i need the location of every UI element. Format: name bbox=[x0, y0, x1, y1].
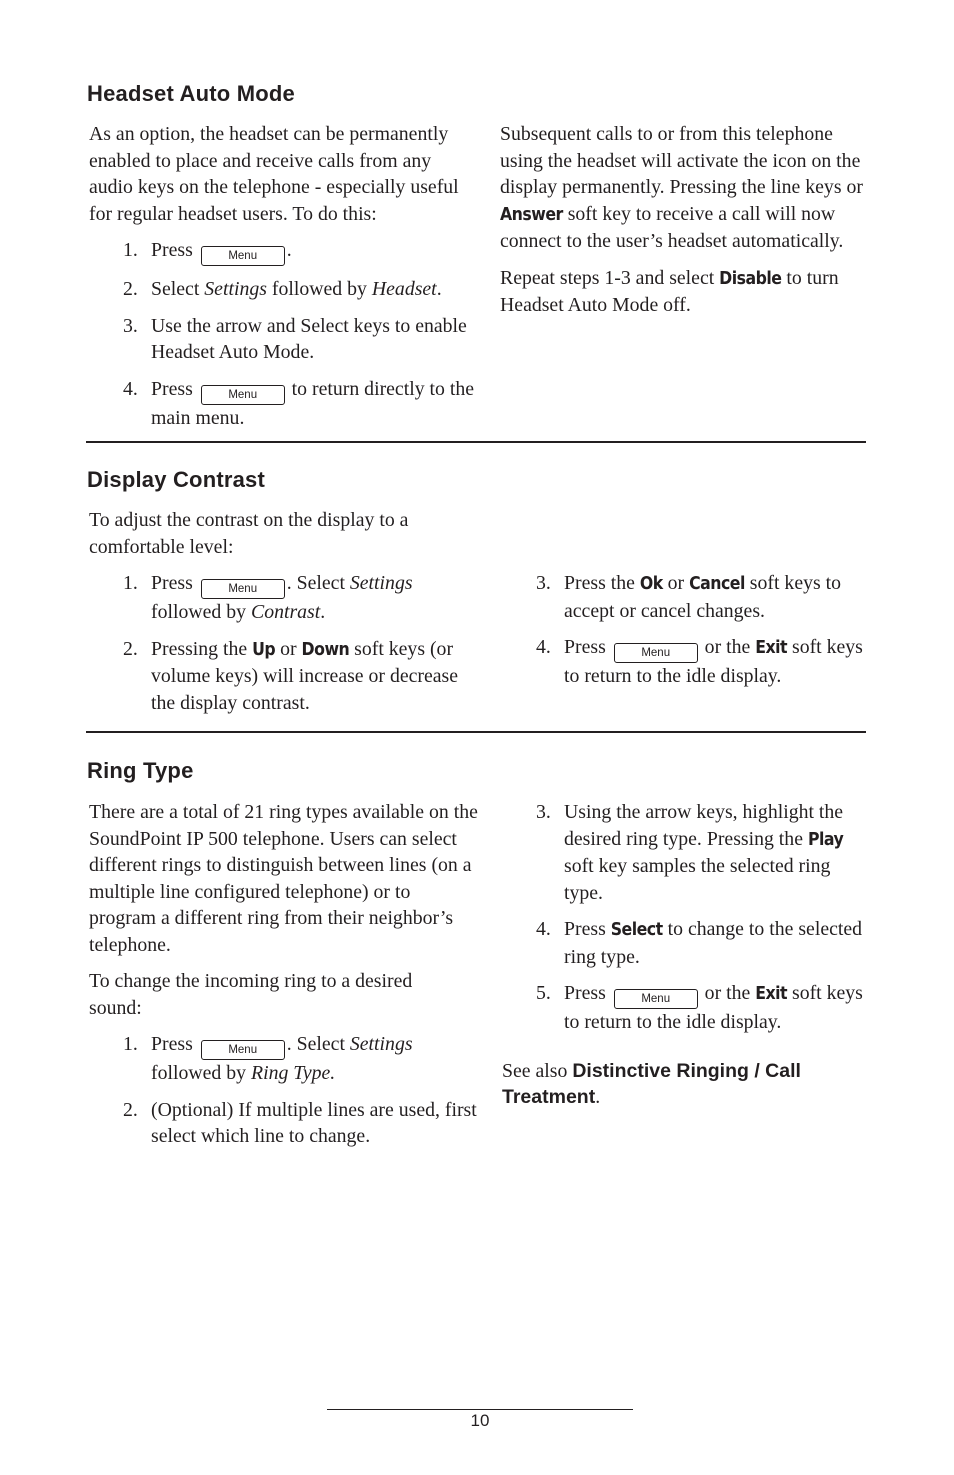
step-text: Pressing the bbox=[151, 637, 253, 660]
step-text: Press bbox=[564, 636, 606, 658]
list-item bbox=[89, 1097, 479, 1150]
step-number: 3. bbox=[536, 572, 551, 594]
see-also-text: . bbox=[595, 1086, 601, 1108]
list-item bbox=[89, 237, 479, 266]
step-text: Press bbox=[564, 918, 611, 940]
step-text: soft keys (or volume keys) will increase or decrease the display contrast. bbox=[151, 637, 459, 714]
list-item bbox=[502, 980, 872, 1036]
section1-right-column bbox=[500, 121, 870, 329]
step-text: Press bbox=[151, 1033, 193, 1055]
step-text: or the bbox=[704, 982, 756, 1004]
see-also-text: See also bbox=[502, 1059, 573, 1082]
page-number: 10 bbox=[470, 1411, 490, 1430]
soft-key-disable: Disable bbox=[719, 268, 782, 289]
section-divider bbox=[86, 731, 866, 733]
soft-key-answer: Answer bbox=[500, 204, 563, 225]
menu-key-icon: Menu bbox=[201, 385, 285, 405]
paragraph-text: Repeat steps 1-3 and select bbox=[500, 266, 720, 289]
section1-steps bbox=[89, 237, 479, 431]
step-text: Press bbox=[151, 377, 193, 400]
step-text: or bbox=[662, 572, 690, 594]
step-number: 5. bbox=[536, 982, 551, 1004]
list-item bbox=[502, 570, 872, 624]
section-divider bbox=[86, 441, 866, 443]
list-item bbox=[89, 570, 479, 626]
step-text: or the bbox=[704, 636, 756, 658]
paragraph-text: to turn Headset Auto Mode off. bbox=[500, 266, 839, 316]
menu-path-contrast: Contrast bbox=[251, 601, 321, 623]
step-text: followed by bbox=[151, 1062, 251, 1084]
soft-key-cancel: Cancel bbox=[689, 574, 745, 594]
soft-key-up: Up bbox=[252, 639, 276, 660]
step-text: . bbox=[436, 278, 442, 300]
section3-right-column bbox=[502, 799, 872, 1121]
section-heading-ring-type: Ring Type bbox=[87, 758, 194, 783]
footer-rule bbox=[327, 1409, 633, 1410]
section3-intro-1: There are a total of 21 ring types available on the SoundPoint IP 500 telephone. Users can select different rings to distinguish between lines (on a multiple line configured telephone) or to program a different ring from their neighbor’s telephone. bbox=[89, 801, 478, 956]
section3-intro-2: To change the incoming ring to a desired sound: bbox=[89, 970, 413, 1019]
step-text: to return directly to the main menu. bbox=[151, 377, 475, 429]
menu-path-settings: Settings bbox=[349, 1033, 413, 1055]
soft-key-exit: Exit bbox=[755, 638, 788, 658]
step-number: 4. bbox=[536, 918, 551, 940]
menu-path-headset: Headset bbox=[371, 278, 437, 300]
menu-path-ring-type: Ring Type. bbox=[251, 1062, 336, 1084]
step-text: . bbox=[286, 239, 292, 261]
section2-steps-right bbox=[502, 570, 872, 690]
menu-key-icon: Menu bbox=[614, 989, 698, 1009]
step-text: . Select bbox=[286, 572, 350, 594]
step-text: soft keys to return to the idle display. bbox=[564, 982, 863, 1033]
step-text: soft keys to accept or cancel changes. bbox=[564, 572, 842, 622]
see-also-reference-link[interactable]: Distinctive Ringing / Call Treatment bbox=[502, 1059, 801, 1108]
section2-right-column bbox=[502, 570, 872, 700]
step-text: followed by bbox=[151, 601, 251, 623]
soft-key-select: Select bbox=[610, 920, 663, 940]
step-text: . bbox=[320, 601, 326, 623]
list-item bbox=[502, 799, 872, 906]
menu-key-icon: Menu bbox=[201, 246, 285, 266]
section3-steps-left bbox=[89, 1031, 479, 1150]
list-item bbox=[89, 313, 479, 366]
section1-left-column bbox=[89, 121, 479, 441]
step-text: (Optional) If multiple lines are used, first select which line to change. bbox=[151, 1098, 477, 1147]
list-item bbox=[89, 636, 479, 717]
step-text: Press bbox=[564, 982, 606, 1004]
step-text: or bbox=[275, 637, 302, 660]
section2-intro: To adjust the contrast on the display to a comfortable level: bbox=[89, 509, 409, 558]
step-text: Select bbox=[151, 278, 205, 300]
section-heading-headset-auto-mode: Headset Auto Mode bbox=[87, 81, 295, 106]
step-text: soft key samples the selected ring type. bbox=[564, 855, 831, 904]
soft-key-down: Down bbox=[301, 639, 350, 660]
menu-key-icon: Menu bbox=[201, 579, 285, 599]
step-text: followed by bbox=[266, 278, 372, 300]
see-also bbox=[502, 1058, 832, 1111]
list-item bbox=[502, 634, 872, 690]
section2-left-column bbox=[89, 507, 479, 726]
section3-left-column bbox=[89, 799, 479, 1160]
paragraph-text: Subsequent calls to or from this telephone using the headset will activate the icon on the display permanently. Pressing the line keys or bbox=[500, 123, 863, 198]
menu-path-settings: Settings bbox=[349, 572, 413, 594]
step-text: Press bbox=[151, 572, 193, 594]
menu-key-icon: Menu bbox=[614, 643, 698, 663]
list-item bbox=[89, 276, 479, 303]
step-number: 2. bbox=[123, 1098, 138, 1121]
step-text: soft keys to return to the idle display. bbox=[564, 636, 863, 687]
list-item bbox=[502, 916, 872, 970]
step-text: Press bbox=[151, 239, 193, 261]
list-item bbox=[89, 1031, 479, 1087]
soft-key-exit: Exit bbox=[755, 984, 788, 1004]
section1-right-paragraph-1 bbox=[500, 121, 870, 255]
section-heading-display-contrast: Display Contrast bbox=[87, 467, 266, 492]
step-number: 1. bbox=[123, 572, 138, 594]
step-number: 4. bbox=[536, 636, 551, 658]
section1-right-paragraph-2 bbox=[500, 265, 870, 319]
step-number: 2. bbox=[123, 637, 138, 660]
soft-key-ok: Ok bbox=[639, 574, 663, 594]
step-number: 1. bbox=[123, 239, 138, 261]
step-number: 3. bbox=[536, 801, 551, 823]
list-item bbox=[89, 376, 479, 432]
section1-intro: As an option, the headset can be permanently enabled to place and receive calls from any audio keys on the telephone - especially useful for regular headset users. To do this: bbox=[89, 123, 459, 225]
menu-path-settings: Settings bbox=[204, 278, 267, 300]
menu-key-icon: Menu bbox=[201, 1040, 285, 1060]
section3-steps-right bbox=[502, 799, 872, 1036]
step-text: Using the arrow keys, highlight the desired ring type. Pressing the bbox=[564, 801, 844, 850]
step-text: Press the bbox=[564, 572, 640, 594]
step-number: 4. bbox=[123, 377, 138, 400]
step-text: to change to the selected ring type. bbox=[564, 918, 863, 968]
step-text: . Select bbox=[286, 1033, 350, 1055]
step-number: 3. bbox=[123, 314, 138, 337]
paragraph-text: soft key to receive a call will now connect to the user’s headset automatically. bbox=[500, 202, 844, 252]
section2-steps-left bbox=[89, 570, 479, 716]
step-number: 1. bbox=[123, 1033, 138, 1055]
step-text: Use the arrow and Select keys to enable Headset Auto Mode. bbox=[151, 314, 467, 363]
step-number: 2. bbox=[123, 278, 138, 300]
soft-key-play: Play bbox=[807, 829, 844, 850]
